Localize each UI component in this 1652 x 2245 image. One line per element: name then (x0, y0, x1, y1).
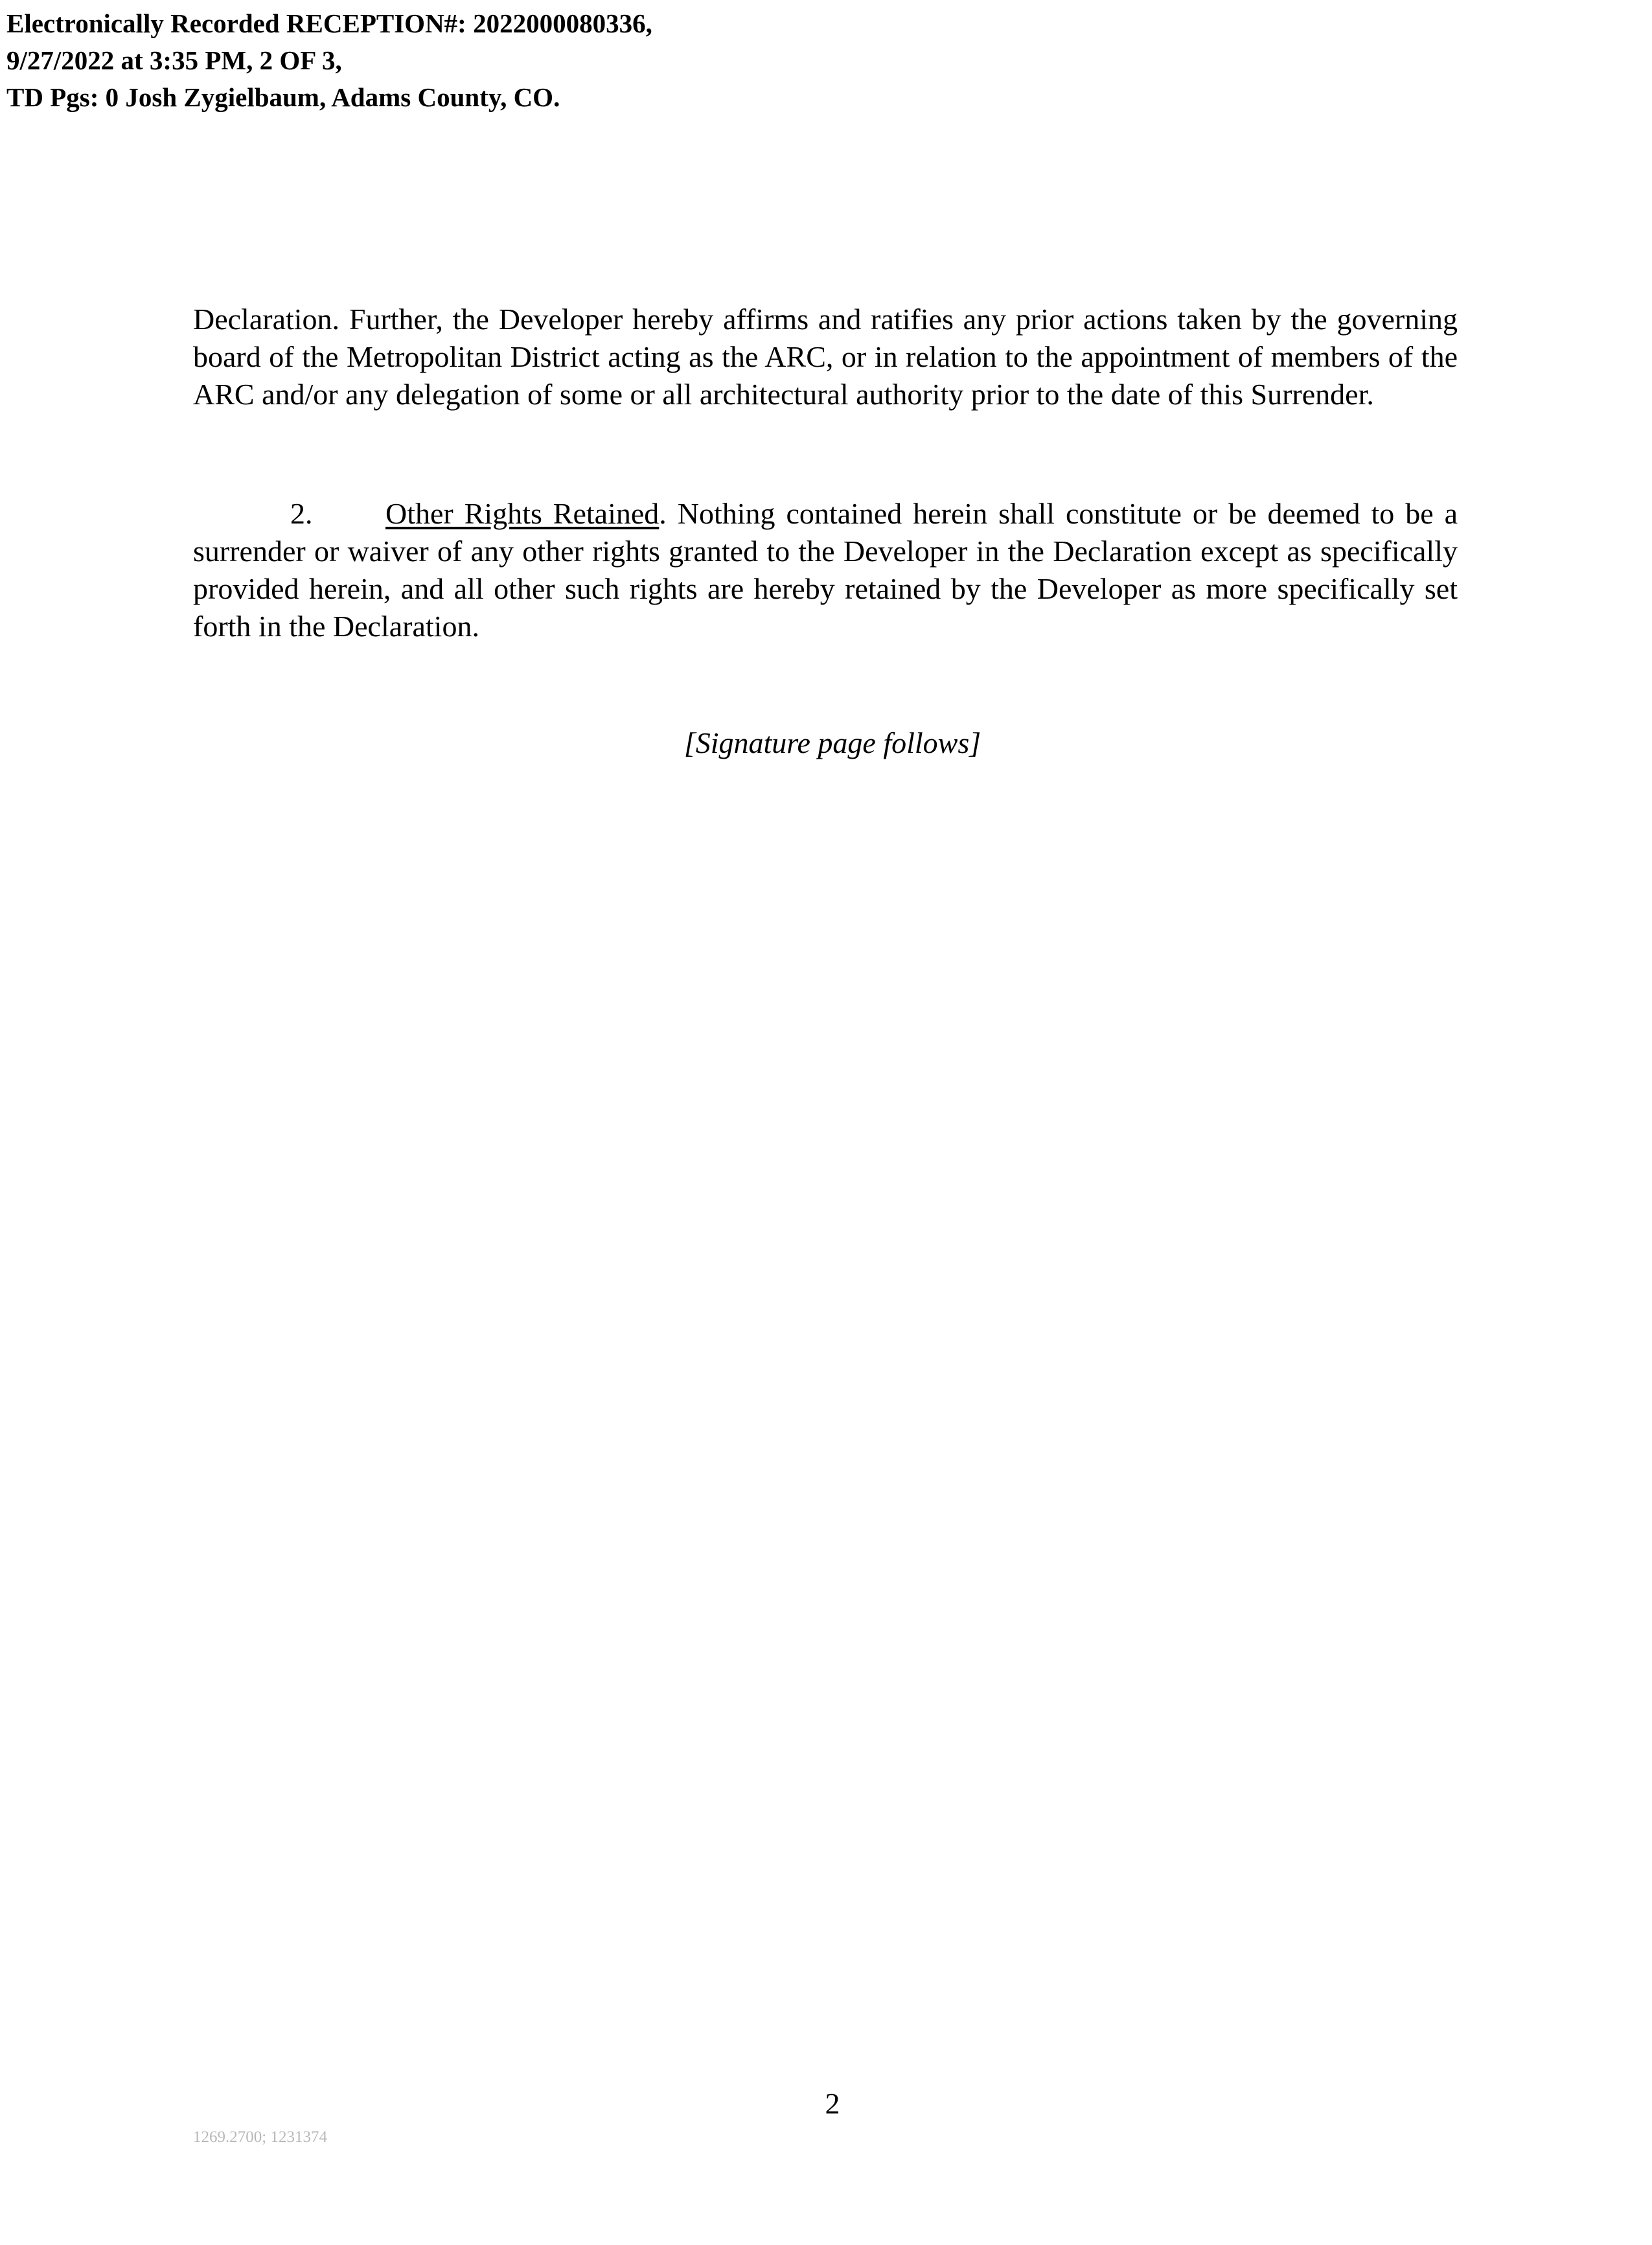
continued-paragraph: Declaration. Further, the Developer hereby affirms and ratifies any prior actions taken by the governing board of the Metropolitan District acting as the ARC, or in relation to the appointment of members of the ARC and/or any delegation of some or all architectural authority prior to the date of this Surrender. (193, 303, 1458, 411)
section-2-text: . Nothing contained herein shall constitute or be deemed to be a surrender or waiver of any other rights granted to the Developer in the Declaration except as specifically provided herein, and all other such rights are hereby retained by the Developer as more specifically set forth in the Declaration. (193, 497, 1458, 643)
document-id-footer: 1269.2700; 1231374 (193, 2128, 327, 2146)
recording-stamp-line-1: Electronically Recorded RECEPTION#: 2022000080336, (6, 8, 652, 38)
section-2-number: 2. (290, 497, 313, 530)
signature-page-note: [Signature page follows] (683, 726, 981, 759)
page-number: 2 (825, 2087, 840, 2120)
recording-stamp-header (6, 5, 652, 116)
section-2-paragraph (193, 495, 1458, 645)
recording-stamp-line-2: 9/27/2022 at 3:35 PM, 2 OF 3, (6, 45, 342, 75)
section-2-heading: Other Rights Retained (385, 497, 660, 530)
recording-stamp-line-3: TD Pgs: 0 Josh Zygielbaum, Adams County, CO. (6, 82, 560, 112)
